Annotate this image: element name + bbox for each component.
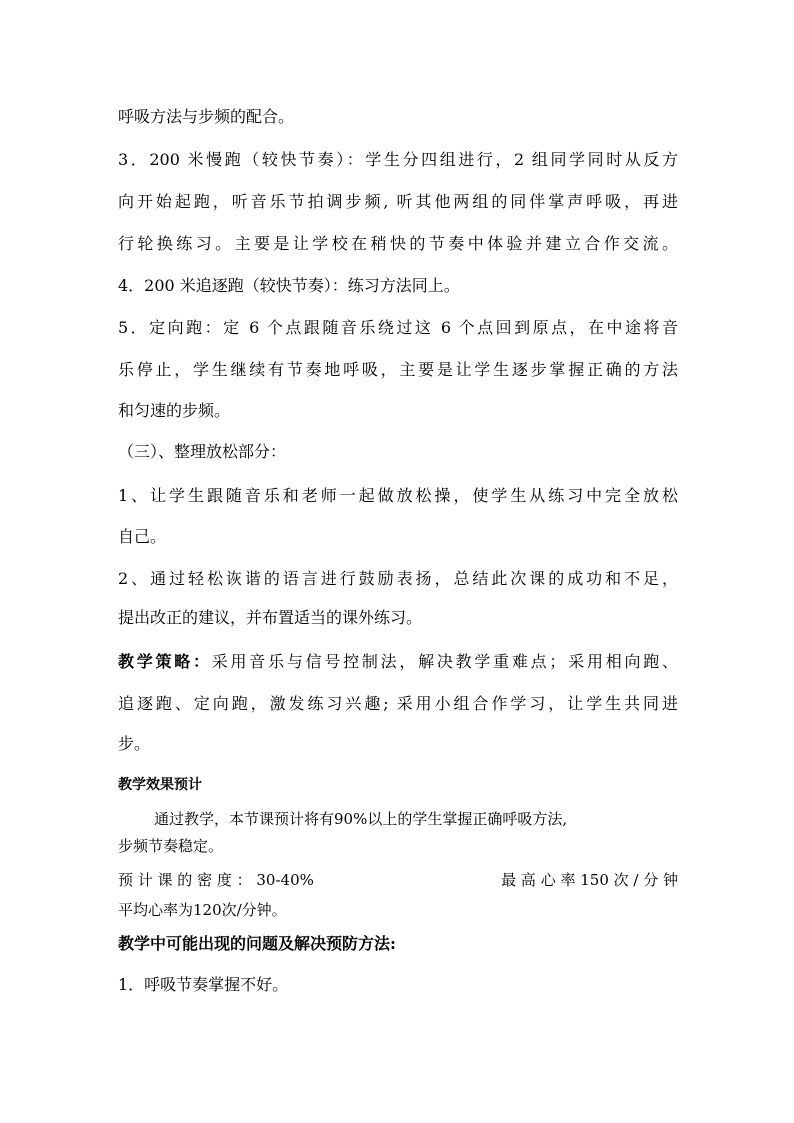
density-value: 预 计 课 的 密 度 ： 30-40%: [118, 871, 314, 889]
text-line: 3．200 米慢跑（较快节奏）：学生分四组进行，2 组同学同时从反方: [118, 150, 678, 169]
effect-line: 通过教学，本节课预计将有90%以上的学生掌握正确呼吸方法,: [154, 810, 568, 828]
text-line: 1、让学生跟随音乐和老师一起做放松操，使学生从练习中完全放松: [118, 486, 678, 505]
text-line: 呼吸方法与步频的配合。: [118, 107, 295, 126]
strategy-text: 采用音乐与信号控制法，解决教学重难点；采用相向跑、: [211, 652, 678, 671]
text-line: 提出改正的建议，并布置适当的课外练习。: [118, 608, 423, 627]
effect-heading: 教学效果预计: [118, 777, 202, 793]
text-line: 行轮换练习。主要是让学校在稍快的节奏中体验并建立合作交流。: [118, 234, 678, 253]
text-line: 乐停止，学生继续有节奏地呼吸，主要是让学生逐步掌握正确的方法: [118, 360, 678, 379]
effect-line: 步频节奏稳定。: [118, 837, 224, 855]
text-line: 2、通过轻松诙谐的语言进行鼓励表扬，总结此次课的成功和不足，: [118, 569, 678, 588]
text-line: 5．定向跑：定 6 个点跟随音乐绕过这 6 个点回到原点，在中途将音: [118, 318, 678, 337]
text-line: 向开始起跑，听音乐节拍调步频, 听其他两组的同伴掌声呼吸，再进: [118, 192, 678, 211]
max-heart-rate: 最 高 心 率 150 次 / 分 钟: [501, 871, 678, 889]
strategy-label: 教学策略：: [118, 652, 212, 671]
strategy-line: 步。: [118, 734, 151, 753]
problems-heading: 教学中可能出现的问题及解决预防方法:: [118, 934, 396, 953]
problem-item: 1．呼吸节奏掌握不好。: [118, 975, 289, 994]
average-heart-rate: 平均心率为120次/分钟。: [118, 901, 287, 919]
strategy-line: [118, 650, 678, 674]
text-line: 自己。: [118, 527, 167, 546]
strategy-line: 追逐跑、定向跑，激发练习兴趣; 采用小组合作学习，让学生共同进: [118, 694, 678, 713]
density-row: [118, 868, 678, 892]
text-line: 4．200 米追逐跑（较快节奏）：练习方法同上。: [118, 276, 460, 295]
text-line: 和匀速的步频。: [118, 401, 231, 420]
section-heading: （三）、整理放松部分：: [118, 442, 287, 461]
